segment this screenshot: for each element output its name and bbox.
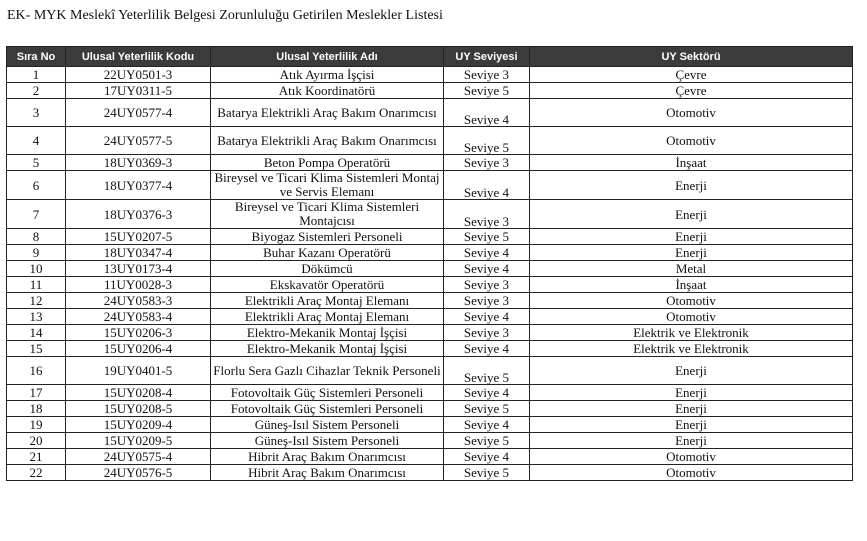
cell-level: Seviye 5 <box>444 229 530 245</box>
column-header-code: Ulusal Yeterlilik Kodu <box>66 47 211 67</box>
cell-name: Atık Ayırma İşçisi <box>211 67 444 83</box>
table-row <box>7 293 853 309</box>
cell-no: 18 <box>7 401 66 417</box>
cell-no: 4 <box>7 127 66 155</box>
table-row <box>7 401 853 417</box>
cell-level: Seviye 5 <box>444 433 530 449</box>
cell-no: 3 <box>7 99 66 127</box>
table-row <box>7 261 853 277</box>
cell-level: Seviye 3 <box>444 277 530 293</box>
cell-no: 15 <box>7 341 66 357</box>
cell-name: Güneş-Isıl Sistem Personeli <box>211 433 444 449</box>
column-header-name: Ulusal Yeterlilik Adı <box>211 47 444 67</box>
cell-sector: Enerji <box>530 357 853 385</box>
cell-no: 13 <box>7 309 66 325</box>
table-row <box>7 155 853 171</box>
cell-name: Hibrit Araç Bakım Onarımcısı <box>211 465 444 481</box>
cell-code: 24UY0577-5 <box>66 127 211 155</box>
cell-name: Biyogaz Sistemleri Personeli <box>211 229 444 245</box>
cell-code: 17UY0311-5 <box>66 83 211 99</box>
cell-level: Seviye 4 <box>444 449 530 465</box>
table-row <box>7 341 853 357</box>
cell-level: Seviye 3 <box>444 67 530 83</box>
cell-no: 21 <box>7 449 66 465</box>
cell-code: 22UY0501-3 <box>66 67 211 83</box>
table-row <box>7 99 853 127</box>
cell-name: Elektro-Mekanik Montaj İşçisi <box>211 325 444 341</box>
cell-no: 1 <box>7 67 66 83</box>
table-row <box>7 385 853 401</box>
cell-name: Batarya Elektrikli Araç Bakım Onarımcısı <box>211 99 444 127</box>
cell-level: Seviye 5 <box>444 127 530 155</box>
table-row <box>7 229 853 245</box>
page-title: EK- MYK Meslekî Yeterlilik Belgesi Zorunluluğu Getirilen Meslekler Listesi <box>7 8 443 23</box>
cell-sector: Enerji <box>530 401 853 417</box>
cell-code: 24UY0575-4 <box>66 449 211 465</box>
cell-level: Seviye 4 <box>444 261 530 277</box>
table-row <box>7 325 853 341</box>
cell-sector: Enerji <box>530 229 853 245</box>
cell-code: 15UY0206-3 <box>66 325 211 341</box>
cell-sector: Enerji <box>530 171 853 200</box>
cell-code: 15UY0208-5 <box>66 401 211 417</box>
table-row <box>7 171 853 200</box>
cell-code: 24UY0576-5 <box>66 465 211 481</box>
cell-name: Ekskavatör Operatörü <box>211 277 444 293</box>
cell-name: Florlu Sera Gazlı Cihazlar Teknik Personeli <box>211 357 444 385</box>
cell-sector: Elektrik ve Elektronik <box>530 325 853 341</box>
column-header-no: Sıra No <box>7 47 66 67</box>
cell-no: 10 <box>7 261 66 277</box>
cell-name: Hibrit Araç Bakım Onarımcısı <box>211 449 444 465</box>
cell-code: 15UY0207-5 <box>66 229 211 245</box>
cell-level: Seviye 3 <box>444 293 530 309</box>
cell-level: Seviye 4 <box>444 341 530 357</box>
cell-name: Fotovoltaik Güç Sistemleri Personeli <box>211 401 444 417</box>
table-row <box>7 200 853 229</box>
cell-name: Güneş-Isıl Sistem Personeli <box>211 417 444 433</box>
cell-name: Dökümcü <box>211 261 444 277</box>
cell-sector: Enerji <box>530 417 853 433</box>
cell-no: 7 <box>7 200 66 229</box>
column-header-level: UY Seviyesi <box>444 47 530 67</box>
cell-code: 24UY0583-3 <box>66 293 211 309</box>
table-row <box>7 245 853 261</box>
cell-code: 24UY0577-4 <box>66 99 211 127</box>
cell-code: 24UY0583-4 <box>66 309 211 325</box>
cell-level: Seviye 4 <box>444 99 530 127</box>
cell-name: Elektrikli Araç Montaj Elemanı <box>211 293 444 309</box>
cell-no: 11 <box>7 277 66 293</box>
cell-sector: Otomotiv <box>530 309 853 325</box>
cell-sector: İnşaat <box>530 155 853 171</box>
cell-sector: Enerji <box>530 385 853 401</box>
cell-code: 11UY0028-3 <box>66 277 211 293</box>
cell-no: 17 <box>7 385 66 401</box>
cell-no: 16 <box>7 357 66 385</box>
cell-code: 19UY0401-5 <box>66 357 211 385</box>
cell-level: Seviye 3 <box>444 325 530 341</box>
cell-sector: Enerji <box>530 200 853 229</box>
cell-no: 22 <box>7 465 66 481</box>
cell-sector: Metal <box>530 261 853 277</box>
cell-name: Elektro-Mekanik Montaj İşçisi <box>211 341 444 357</box>
cell-sector: Otomotiv <box>530 99 853 127</box>
cell-sector: Çevre <box>530 83 853 99</box>
table-row <box>7 433 853 449</box>
cell-sector: Elektrik ve Elektronik <box>530 341 853 357</box>
cell-level: Seviye 3 <box>444 155 530 171</box>
cell-name: Fotovoltaik Güç Sistemleri Personeli <box>211 385 444 401</box>
cell-sector: Otomotiv <box>530 127 853 155</box>
cell-code: 18UY0377-4 <box>66 171 211 200</box>
table-row <box>7 357 853 385</box>
cell-level: Seviye 4 <box>444 417 530 433</box>
cell-sector: Otomotiv <box>530 293 853 309</box>
cell-code: 18UY0347-4 <box>66 245 211 261</box>
cell-sector: Otomotiv <box>530 465 853 481</box>
cell-sector: Otomotiv <box>530 449 853 465</box>
table-row <box>7 67 853 83</box>
cell-no: 2 <box>7 83 66 99</box>
cell-code: 15UY0206-4 <box>66 341 211 357</box>
cell-level: Seviye 4 <box>444 171 530 200</box>
cell-level: Seviye 3 <box>444 200 530 229</box>
cell-name: Batarya Elektrikli Araç Bakım Onarımcısı <box>211 127 444 155</box>
cell-no: 6 <box>7 171 66 200</box>
cell-no: 9 <box>7 245 66 261</box>
table-header-row <box>7 47 853 67</box>
cell-name: Buhar Kazanı Operatörü <box>211 245 444 261</box>
cell-level: Seviye 4 <box>444 245 530 261</box>
table-row <box>7 83 853 99</box>
cell-sector: İnşaat <box>530 277 853 293</box>
cell-level: Seviye 4 <box>444 385 530 401</box>
cell-name: Elektrikli Araç Montaj Elemanı <box>211 309 444 325</box>
occupations-table <box>6 46 853 481</box>
cell-level: Seviye 4 <box>444 309 530 325</box>
cell-name: Beton Pompa Operatörü <box>211 155 444 171</box>
table-body <box>7 67 853 481</box>
cell-name: Bireysel ve Ticari Klima Sistemleri Montajcısı <box>211 200 444 229</box>
cell-level: Seviye 5 <box>444 83 530 99</box>
cell-code: 18UY0376-3 <box>66 200 211 229</box>
cell-level: Seviye 5 <box>444 465 530 481</box>
cell-name: Atık Koordinatörü <box>211 83 444 99</box>
table-row <box>7 127 853 155</box>
cell-code: 15UY0209-4 <box>66 417 211 433</box>
cell-no: 8 <box>7 229 66 245</box>
table-row <box>7 417 853 433</box>
cell-no: 12 <box>7 293 66 309</box>
table-row <box>7 449 853 465</box>
cell-level: Seviye 5 <box>444 357 530 385</box>
cell-name: Bireysel ve Ticari Klima Sistemleri Montaj ve Servis Elemanı <box>211 171 444 200</box>
cell-code: 15UY0209-5 <box>66 433 211 449</box>
column-header-sector: UY Sektörü <box>530 47 853 67</box>
table-row <box>7 465 853 481</box>
cell-sector: Çevre <box>530 67 853 83</box>
cell-no: 20 <box>7 433 66 449</box>
cell-code: 15UY0208-4 <box>66 385 211 401</box>
cell-no: 5 <box>7 155 66 171</box>
cell-no: 14 <box>7 325 66 341</box>
cell-sector: Enerji <box>530 245 853 261</box>
cell-code: 13UY0173-4 <box>66 261 211 277</box>
table-row <box>7 277 853 293</box>
cell-level: Seviye 5 <box>444 401 530 417</box>
cell-code: 18UY0369-3 <box>66 155 211 171</box>
cell-no: 19 <box>7 417 66 433</box>
cell-sector: Enerji <box>530 433 853 449</box>
table-row <box>7 309 853 325</box>
